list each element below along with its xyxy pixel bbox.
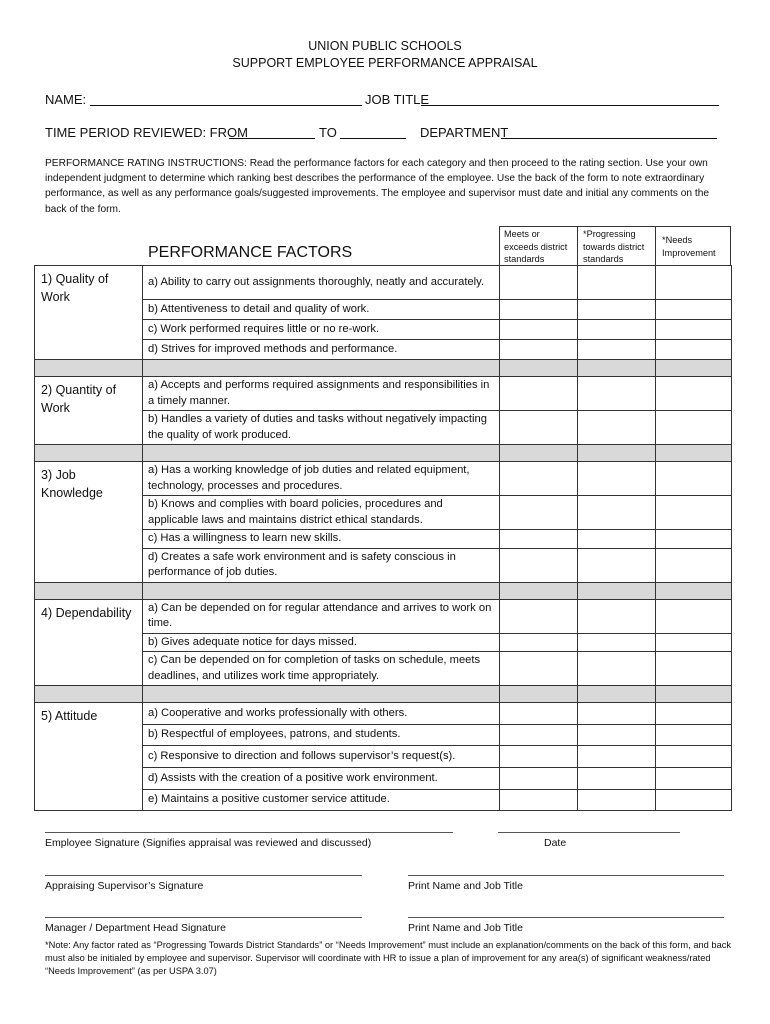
manager-signature-line[interactable] [45, 917, 362, 918]
factor-text: b) Respectful of employees, patrons, and students. [143, 725, 500, 746]
separator-row [35, 582, 732, 599]
factor-text: a) Accepts and performs required assignments and responsibilities in a timely manner. [143, 377, 500, 411]
department-label: DEPARTMENT [420, 125, 509, 140]
rating-cell[interactable] [500, 496, 578, 530]
time-period-label: TIME PERIOD REVIEWED: FROM [45, 125, 248, 140]
rating-cell[interactable] [578, 462, 656, 496]
to-field[interactable] [340, 124, 406, 139]
job-title-field[interactable] [421, 91, 719, 106]
date-line[interactable] [498, 832, 680, 833]
rating-cell[interactable] [656, 496, 732, 530]
rating-cell[interactable] [500, 768, 578, 790]
supervisor-signature-line[interactable] [45, 875, 362, 876]
rating-cell[interactable] [656, 320, 732, 340]
rating-cell[interactable] [656, 768, 732, 790]
rating-cell[interactable] [578, 746, 656, 768]
print-name-label-2: Print Name and Job Title [408, 922, 523, 934]
separator-row [35, 360, 732, 377]
rating-cell[interactable] [578, 652, 656, 686]
rating-cell[interactable] [578, 300, 656, 320]
col-needs-improvement-header: *Needs Improvement [662, 235, 716, 258]
rating-cell[interactable] [656, 340, 732, 360]
rating-cell[interactable] [500, 599, 578, 633]
category-job-knowledge: 3) Job Knowledge [35, 462, 143, 583]
factor-text: d) Assists with the creation of a positive work environment. [143, 768, 500, 790]
rating-cell[interactable] [578, 340, 656, 360]
factor-text: b) Knows and complies with board policies, procedures and applicable laws and maintains district ethical standards. [143, 496, 500, 530]
print-name-label-1: Print Name and Job Title [408, 880, 523, 892]
factor-text: d) Strives for improved methods and performance. [143, 340, 500, 360]
separator-row [35, 686, 732, 703]
rating-cell[interactable] [578, 633, 656, 652]
print-name-line-1[interactable] [408, 875, 724, 876]
factor-text: a) Ability to carry out assignments thoroughly, neatly and accurately. [143, 266, 500, 300]
table-row [35, 599, 732, 633]
rating-cell[interactable] [500, 377, 578, 411]
org-title: UNION PUBLIC SCHOOLS [308, 39, 462, 53]
col-meets-header: Meets or exceeds district standards [504, 229, 568, 264]
rating-header-divider-2 [655, 226, 656, 265]
rating-cell[interactable] [500, 725, 578, 746]
rating-cell[interactable] [578, 320, 656, 340]
table-row [35, 266, 732, 300]
rating-cell[interactable] [578, 725, 656, 746]
rating-cell[interactable] [500, 652, 578, 686]
rating-cell[interactable] [578, 377, 656, 411]
footnote: *Note: Any factor rated as “Progressing Towards District Standards” or “Needs Improvement” must include an explanation/comments on the back of this form, and back must also be initialed by employee and supervisor. Supervisor will coordinate with HR to issue a plan of improvement for any area(s) of significant weakness/rated “Needs Improvement” (as per USPA 3.07) [45, 940, 732, 976]
rating-cell[interactable] [656, 652, 732, 686]
rating-cell[interactable] [656, 633, 732, 652]
rating-cell[interactable] [578, 411, 656, 445]
category-attitude: 5) Attitude [35, 703, 143, 811]
rating-cell[interactable] [500, 530, 578, 549]
date-label: Date [544, 837, 567, 849]
rating-cell[interactable] [578, 266, 656, 300]
department-field[interactable] [501, 124, 717, 139]
rating-cell[interactable] [656, 725, 732, 746]
rating-cell[interactable] [500, 746, 578, 768]
factor-text: c) Work performed requires little or no re-work. [143, 320, 500, 340]
rating-cell[interactable] [578, 599, 656, 633]
job-title-label: JOB TITLE [365, 92, 430, 107]
table-row [35, 462, 732, 496]
factor-text: a) Cooperative and works professionally with others. [143, 703, 500, 725]
factor-text: b) Gives adequate notice for days missed. [143, 633, 500, 652]
table-row [35, 703, 732, 725]
rating-cell[interactable] [656, 548, 732, 582]
form-title: SUPPORT EMPLOYEE PERFORMANCE APPRAISAL [232, 56, 538, 70]
factor-text: c) Responsive to direction and follows supervisor’s request(s). [143, 746, 500, 768]
supervisor-signature-label: Appraising Supervisor’s Signature [45, 880, 204, 892]
rating-cell[interactable] [500, 548, 578, 582]
rating-cell[interactable] [656, 790, 732, 811]
rating-cell[interactable] [500, 703, 578, 725]
factor-text: b) Attentiveness to detail and quality of work. [143, 300, 500, 320]
rating-cell[interactable] [656, 411, 732, 445]
rating-cell[interactable] [578, 703, 656, 725]
rating-cell[interactable] [578, 548, 656, 582]
rating-cell[interactable] [656, 746, 732, 768]
factor-text: c) Has a willingness to learn new skills. [143, 530, 500, 549]
separator-row [35, 445, 732, 462]
factor-text: b) Handles a variety of duties and tasks without negatively impacting the quality of work produced. [143, 411, 500, 445]
employee-signature-line[interactable] [45, 832, 453, 833]
rating-cell[interactable] [578, 768, 656, 790]
rating-cell[interactable] [500, 411, 578, 445]
rating-cell[interactable] [656, 530, 732, 549]
name-field[interactable] [90, 91, 362, 106]
rating-cell[interactable] [500, 462, 578, 496]
rating-cell[interactable] [578, 530, 656, 549]
rating-cell[interactable] [500, 300, 578, 320]
rating-cell[interactable] [500, 633, 578, 652]
rating-cell[interactable] [656, 266, 732, 300]
rating-cell[interactable] [500, 340, 578, 360]
factor-text: c) Can be depended on for completion of tasks on schedule, meets deadlines, and utilizes work time appropriately. [143, 652, 500, 686]
category-dependability: 4) Dependability [35, 599, 143, 686]
employee-signature-label: Employee Signature (Signifies appraisal was reviewed and discussed) [45, 837, 372, 849]
rating-instructions: PERFORMANCE RATING INSTRUCTIONS: Read the performance factors for each category and then proceed to the rating section. Use your own independent judgment to determine which ranking best describes the performance of the employee. Use the back of the form to note extraordinary performance, as well as any performance goals/suggested improvements. The employee and supervisor must date and initial any comments on the back of the form. [45, 158, 710, 215]
rating-cell[interactable] [500, 790, 578, 811]
factor-text: e) Maintains a positive customer service attitude. [143, 790, 500, 811]
print-name-line-2[interactable] [408, 917, 724, 918]
category-quality-of-work: 1) Quality of Work [35, 266, 143, 360]
rating-cell[interactable] [656, 462, 732, 496]
rating-cell[interactable] [656, 703, 732, 725]
rating-cell[interactable] [578, 790, 656, 811]
from-field[interactable] [229, 124, 315, 139]
rating-cell[interactable] [500, 266, 578, 300]
rating-cell[interactable] [656, 599, 732, 633]
rating-cell[interactable] [578, 496, 656, 530]
performance-factors-heading: PERFORMANCE FACTORS [148, 244, 353, 261]
col-progressing-header: *Progressing towards district standards [583, 229, 645, 264]
to-label: TO [319, 125, 337, 140]
rating-cell[interactable] [656, 377, 732, 411]
table-row [35, 377, 732, 411]
performance-table [34, 265, 732, 811]
factor-text: a) Can be depended on for regular attendance and arrives to work on time. [143, 599, 500, 633]
rating-header-divider-1 [577, 226, 578, 265]
factor-text: a) Has a working knowledge of job duties and related equipment, technology, processes and procedures. [143, 462, 500, 496]
rating-cell[interactable] [500, 320, 578, 340]
rating-cell[interactable] [656, 300, 732, 320]
factor-text: d) Creates a safe work environment and is safety conscious in performance of job duties. [143, 548, 500, 582]
category-quantity-of-work: 2) Quantity of Work [35, 377, 143, 445]
name-label: NAME: [45, 92, 87, 107]
manager-signature-label: Manager / Department Head Signature [45, 922, 226, 934]
rating-header-box [499, 226, 731, 265]
